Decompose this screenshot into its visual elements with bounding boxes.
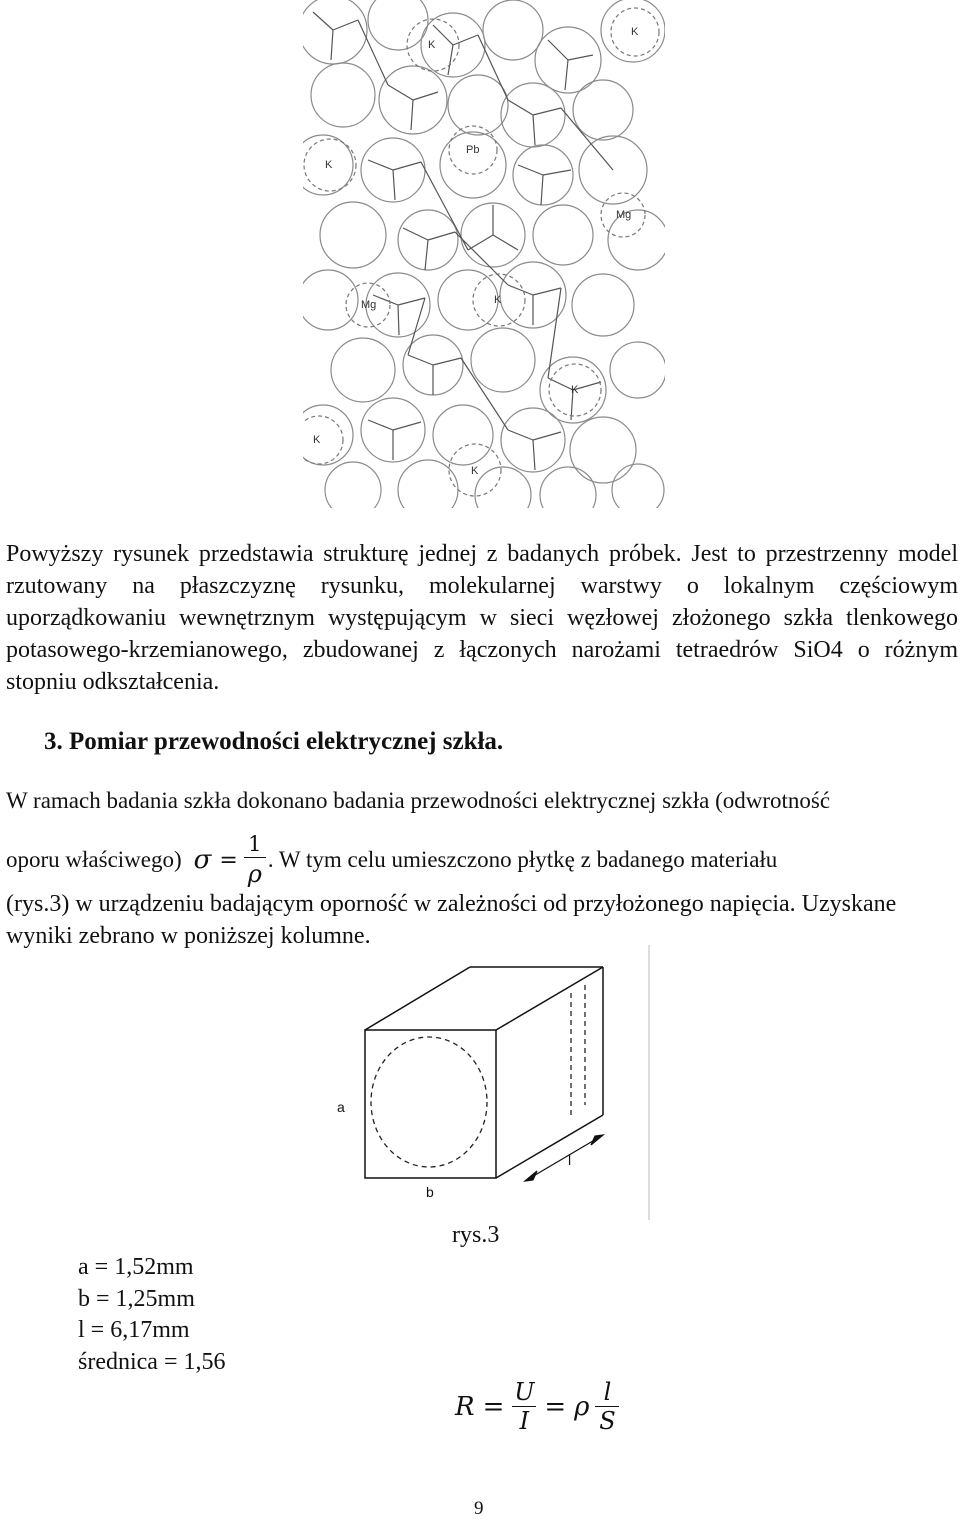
- sigma-symbol: σ: [193, 845, 212, 875]
- figure-caption: rys.3: [452, 1222, 500, 1248]
- ion-label: K: [494, 294, 502, 306]
- dimension-item: średnica = 1,56: [78, 1348, 226, 1375]
- ion-label: K: [631, 26, 639, 38]
- text-after-formula: . W tym celu umieszczono płytkę z badanego materiału: [267, 847, 778, 872]
- fraction-denominator: I: [519, 1407, 530, 1435]
- page-number: 9: [474, 1498, 484, 1519]
- paragraph-structure: Powyższy rysunek przedstawia strukturę jednej z badanych próbek. Jest to przestrzenny model rzutowany na płaszczyznę rysunku, molekularnej warstwy o lokalnym częściowym uporządkowaniu wewnętrznym występującym w sieci węzłowej złożonego szkła tlenkowego potasowego-krzemianowego, zbudowanej z łączonych narożami tetraedrów SiO4 o różnym stopniu odkształcenia.: [6, 541, 958, 695]
- ion-label: K: [325, 159, 333, 171]
- ion-label: Pb: [466, 144, 480, 156]
- resistance-formula: [455, 1380, 619, 1433]
- fraction-denominator: ρ: [247, 860, 262, 888]
- text-before-formula: oporu właściwego): [6, 847, 182, 872]
- label-l: l: [568, 1152, 572, 1168]
- fraction-numerator: 1: [248, 832, 262, 856]
- fraction-denominator: S: [599, 1407, 616, 1435]
- ion-circles: [303, 8, 659, 496]
- dimension-item: b = 1,25mm: [78, 1285, 195, 1312]
- dimensions-list: [78, 1252, 226, 1378]
- conductivity-formula: [194, 834, 266, 886]
- label-a: a: [337, 1099, 345, 1115]
- cross-section-circle: [371, 1037, 487, 1167]
- resistance-symbol: R: [455, 1391, 475, 1422]
- ion-label: Mg: [616, 209, 632, 221]
- ion-label: K: [428, 39, 436, 51]
- equals-sign: =: [544, 1391, 567, 1422]
- label-b: b: [426, 1184, 434, 1200]
- fraction-l-over-s: [595, 1380, 619, 1433]
- ion-label: K: [313, 434, 321, 446]
- paragraph-line: W ramach badania szkła dokonano badania przewodności elektrycznej szkła (odwrotność: [6, 788, 831, 813]
- dimension-item: a = 1,52mm: [78, 1254, 194, 1280]
- ion-labels: [313, 26, 639, 477]
- paragraph-formula-line: [6, 834, 777, 886]
- fraction-numerator: U: [514, 1378, 535, 1406]
- fraction-u-over-i: [512, 1380, 536, 1433]
- ion-label: K: [471, 465, 479, 477]
- sample-block-figure: [315, 945, 655, 1220]
- dimension-item: l = 6,17mm: [78, 1317, 190, 1343]
- rho-symbol: ρ: [574, 1391, 590, 1422]
- equals-sign: =: [219, 847, 238, 873]
- paragraph-continued: (rys.3) w urządzeniu badającym oporność w zależności od przyłożonego napięcia. Uzyskane wyniki zebrano w poniższej kolumne.: [6, 891, 897, 949]
- fraction: [244, 834, 266, 886]
- fraction-numerator: l: [603, 1378, 612, 1406]
- atom-circles: [303, 0, 665, 508]
- glass-structure-figure: [303, 0, 665, 508]
- ion-label: Mg: [361, 299, 377, 311]
- front-face: [365, 1030, 496, 1178]
- equals-sign: =: [482, 1391, 505, 1422]
- section-heading: 3. Pomiar przewodności elektrycznej szkła.: [44, 728, 504, 755]
- ion-label: K: [571, 384, 579, 396]
